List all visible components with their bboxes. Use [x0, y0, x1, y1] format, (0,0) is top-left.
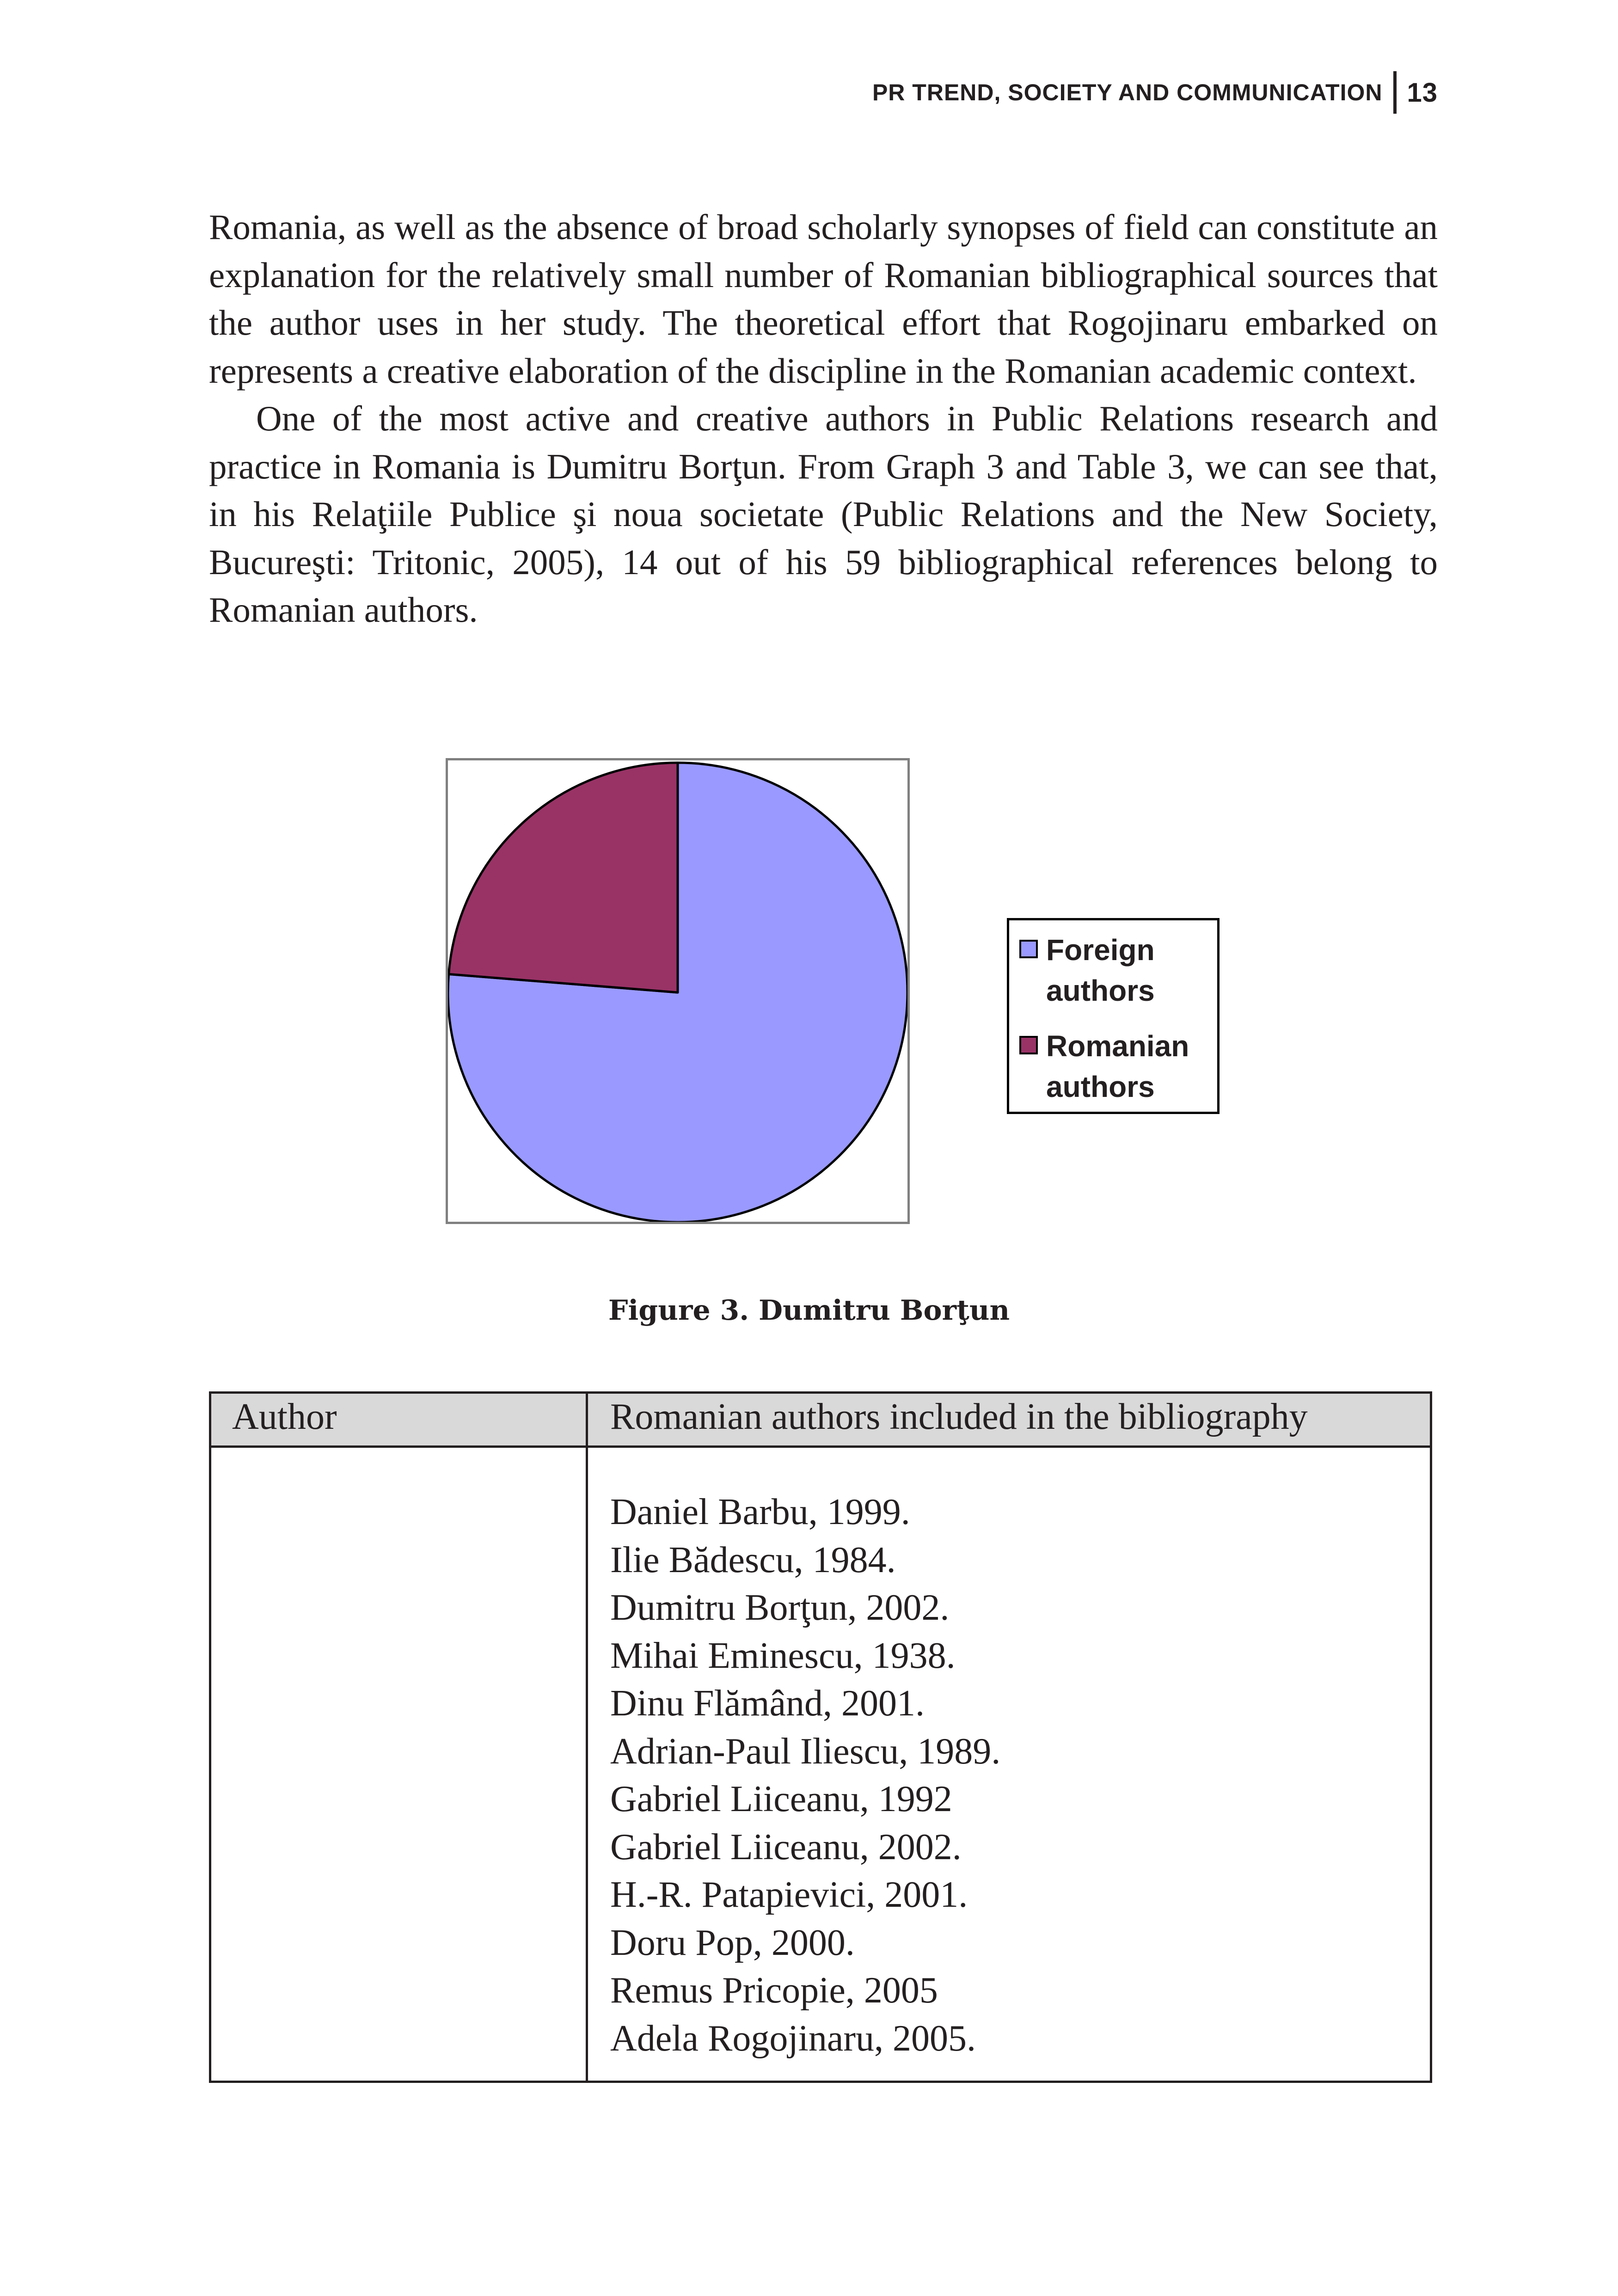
legend-swatch-foreign [1019, 940, 1038, 958]
bibliography-table [209, 1391, 1432, 2083]
list-item: Ilie Bădescu, 1984. [610, 1539, 896, 1580]
paragraph-2: One of the most active and creative authors in Public Relations research and practice in Romania is Dumitru Borţun. From Graph 3 and Table 3, we can see that, in his Relaţiile Publice şi noua societate (Public Relations and the New Society, Bucureşti: Tritonic, 2005), 14 out of his 59 bibliographical references belong to Romanian authors. [209, 398, 1438, 630]
body-text [209, 203, 1438, 634]
list-item: Daniel Barbu, 1999. [610, 1492, 910, 1532]
author-cell [210, 1447, 587, 2082]
legend-label-romanian: Romanian authors [1046, 1029, 1189, 1103]
table-header-row [210, 1393, 1431, 1447]
page-number: 13 [1407, 77, 1438, 108]
list-item: Gabriel Liiceanu, 2002. [610, 1826, 962, 1867]
list-item: Dinu Flămând, 2001. [610, 1683, 925, 1724]
list-item: Doru Pop, 2000. [610, 1922, 855, 1963]
legend-swatch-romanian [1019, 1036, 1038, 1054]
legend-item-romanian [1019, 1026, 1217, 1107]
pie-chart [448, 760, 907, 1222]
running-title: PR TREND, SOCIETY AND COMMUNICATION [872, 80, 1383, 105]
table-row [210, 1447, 1431, 2082]
running-header [872, 69, 1438, 116]
header-romanian-authors: Romanian authors included in the bibliography [587, 1393, 1431, 1447]
list-item: Mihai Eminescu, 1938. [610, 1635, 956, 1676]
list-item: H.-R. Patapievici, 2001. [610, 1874, 968, 1915]
pie-slice-romanian [449, 763, 678, 992]
paragraph-1: Romania, as well as the absence of broad scholarly synopses of field can constitute an explanation for the relatively small number of Romanian bibliographical sources that the author uses in her study. The theoretical effort that Rogojinaru embarked on represents a creative elaboration of the discipline in the Romanian academic context. [209, 207, 1438, 391]
legend-label-foreign: Foreign authors [1046, 933, 1155, 1007]
legend-item-foreign [1019, 930, 1217, 1011]
chart-legend [1007, 918, 1220, 1114]
romanian-authors-cell [587, 1447, 1431, 2082]
figure-caption: Figure 3. Dumitru Borţun [608, 1294, 1010, 1327]
pie-chart-frame [446, 758, 910, 1224]
list-item: Remus Pricopie, 2005 [610, 1970, 938, 2011]
list-item: Gabriel Liiceanu, 1992 [610, 1779, 952, 1819]
header-author: Author [210, 1393, 587, 1447]
list-item: Dumitru Borţun, 2002. [610, 1587, 950, 1628]
header-divider [1393, 71, 1397, 114]
list-item: Adela Rogojinaru, 2005. [610, 2018, 976, 2059]
list-item: Adrian-Paul Iliescu, 1989. [610, 1731, 1001, 1772]
